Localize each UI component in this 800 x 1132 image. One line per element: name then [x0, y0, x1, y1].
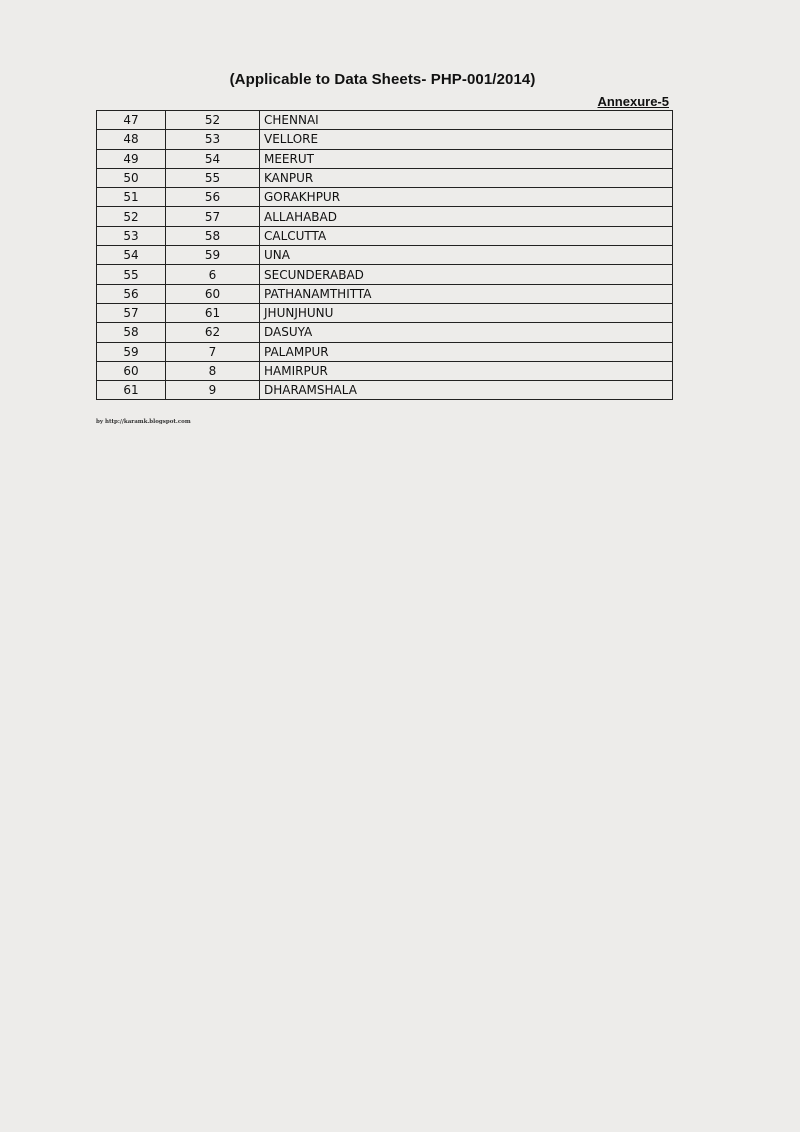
city-cell: KANPUR: [260, 168, 673, 187]
code-cell: 57: [166, 207, 260, 226]
serial-number-cell: 48: [97, 130, 166, 149]
table-row: [97, 342, 673, 361]
serial-number-cell: 49: [97, 149, 166, 168]
city-cell: JHUNJHUNU: [260, 303, 673, 322]
code-cell: 53: [166, 130, 260, 149]
code-cell: 54: [166, 149, 260, 168]
table-row: [97, 168, 673, 187]
serial-number-cell: 53: [97, 226, 166, 245]
table-row: [97, 111, 673, 130]
table-row: [97, 246, 673, 265]
code-cell: 52: [166, 111, 260, 130]
table-row: [97, 381, 673, 400]
table-row: [97, 188, 673, 207]
city-cell: VELLORE: [260, 130, 673, 149]
city-cell: ALLAHABAD: [260, 207, 673, 226]
table-row: [97, 207, 673, 226]
code-cell: 6: [166, 265, 260, 284]
table-row: [97, 265, 673, 284]
city-cell: SECUNDERABAD: [260, 265, 673, 284]
table-row: [97, 149, 673, 168]
serial-number-cell: 59: [97, 342, 166, 361]
city-cell: DHARAMSHALA: [260, 381, 673, 400]
serial-number-cell: 57: [97, 303, 166, 322]
serial-number-cell: 56: [97, 284, 166, 303]
footer-credit: by http://karamk.blogspot.com: [96, 419, 191, 425]
serial-number-cell: 58: [97, 323, 166, 342]
code-cell: 55: [166, 168, 260, 187]
table-row: [97, 303, 673, 322]
code-cell: 7: [166, 342, 260, 361]
code-cell: 58: [166, 226, 260, 245]
table-row: [97, 361, 673, 380]
city-cell: CHENNAI: [260, 111, 673, 130]
city-cell: DASUYA: [260, 323, 673, 342]
city-cell: HAMIRPUR: [260, 361, 673, 380]
serial-number-cell: 54: [97, 246, 166, 265]
serial-number-cell: 50: [97, 168, 166, 187]
serial-number-cell: 47: [97, 111, 166, 130]
code-cell: 9: [166, 381, 260, 400]
code-cell: 62: [166, 323, 260, 342]
city-cell: MEERUT: [260, 149, 673, 168]
city-cell: GORAKHPUR: [260, 188, 673, 207]
city-cell: PALAMPUR: [260, 342, 673, 361]
code-cell: 61: [166, 303, 260, 322]
code-cell: 8: [166, 361, 260, 380]
page-title: (Applicable to Data Sheets- PHP-001/2014): [229, 71, 536, 88]
table-row: [97, 130, 673, 149]
serial-number-cell: 52: [97, 207, 166, 226]
serial-number-cell: 60: [97, 361, 166, 380]
city-cell: PATHANAMTHITTA: [260, 284, 673, 303]
city-cell: UNA: [260, 246, 673, 265]
code-cell: 56: [166, 188, 260, 207]
code-cell: 59: [166, 246, 260, 265]
serial-number-cell: 55: [97, 265, 166, 284]
annexure-label: Annexure-5: [597, 94, 669, 109]
centres-table: [96, 110, 673, 400]
table-row: [97, 226, 673, 245]
code-cell: 60: [166, 284, 260, 303]
serial-number-cell: 51: [97, 188, 166, 207]
city-cell: CALCUTTA: [260, 226, 673, 245]
table-row: [97, 323, 673, 342]
serial-number-cell: 61: [97, 381, 166, 400]
table-body: [97, 111, 673, 400]
table-row: [97, 284, 673, 303]
